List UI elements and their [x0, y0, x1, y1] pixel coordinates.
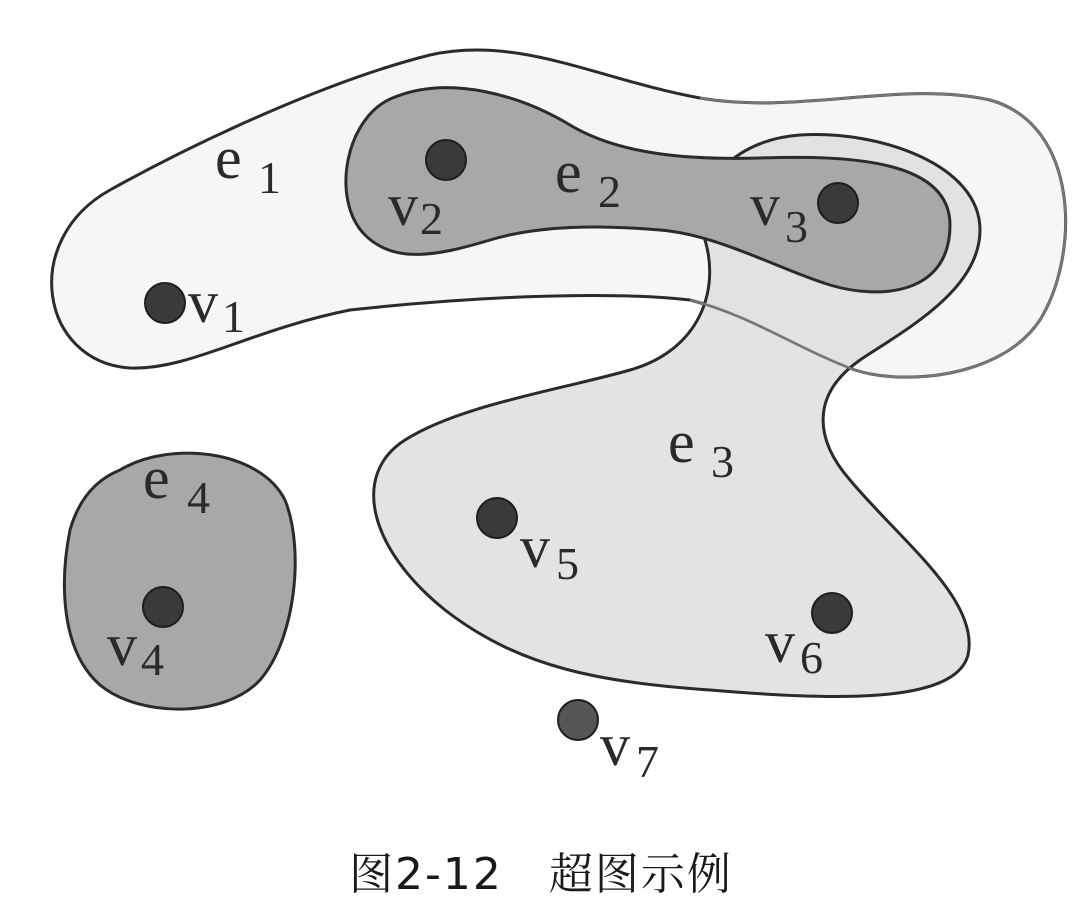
hyperedge-label-e4: e 4 [143, 445, 210, 523]
vertex-label-v5: v 5 [520, 514, 579, 589]
vertex-v2 [426, 140, 466, 180]
vertex-v7 [558, 700, 598, 740]
figure-caption: 图2-12 超图示例 [349, 849, 733, 900]
vertex-v6 [812, 593, 852, 633]
hyperedge-label-e1: e 1 [215, 125, 281, 203]
vertex-label-v4: v4 [107, 612, 164, 685]
vertex-label-v2: v2 [388, 172, 443, 244]
hyperedge-label-e3: e 3 [668, 409, 734, 487]
vertex-v1 [145, 283, 185, 323]
vertex-label-v7: v 7 [600, 712, 659, 787]
vertex-label-v6: v 6 [765, 609, 823, 683]
vertex-v3 [818, 183, 858, 223]
hyperedge-e4 [64, 453, 295, 709]
vertex-v5 [477, 498, 517, 538]
vertex-label-v1: v1 [188, 269, 245, 342]
vertex-v4 [143, 587, 183, 627]
hyperedge-label-e2: e 2 [555, 139, 621, 217]
vertex-label-v3: v 3 [750, 172, 808, 252]
